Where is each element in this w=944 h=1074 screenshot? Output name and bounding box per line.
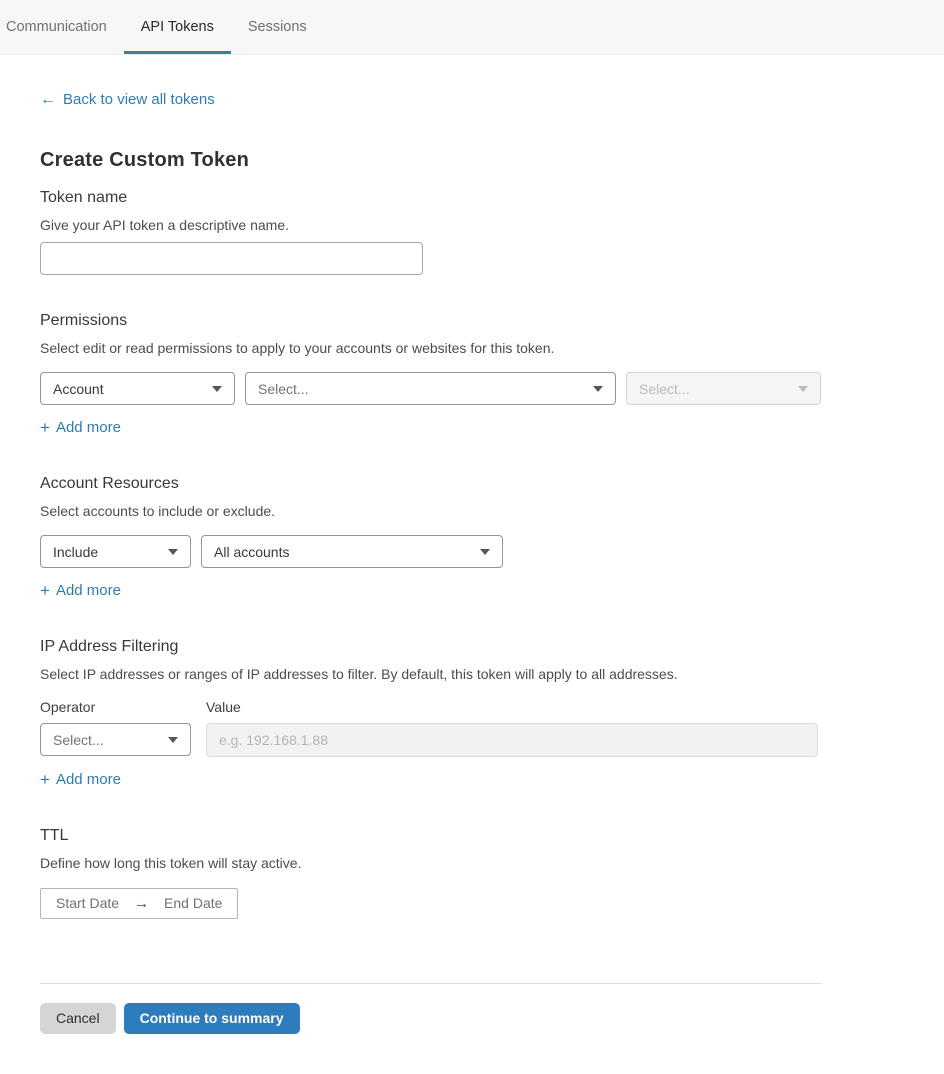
start-date-field[interactable]: Start Date xyxy=(56,895,120,912)
permission-group-select[interactable] xyxy=(245,372,616,405)
ip-filtering-row xyxy=(40,723,821,757)
continue-button[interactable]: Continue to summary xyxy=(124,1003,300,1034)
tab-communication[interactable] xyxy=(6,0,124,54)
account-resources-heading: Account Resources xyxy=(40,475,179,493)
ip-filtering-heading: IP Address Filtering xyxy=(40,638,179,656)
tab-label: Communication xyxy=(6,19,107,35)
permissions-row xyxy=(40,372,821,405)
ip-operator-select[interactable] xyxy=(40,723,191,756)
page-title: Create Custom Token xyxy=(40,148,250,171)
tab-label: API Tokens xyxy=(140,19,214,35)
select-placeholder: Select... xyxy=(53,731,104,748)
chevron-down-icon xyxy=(593,386,603,392)
ip-value-input[interactable] xyxy=(206,723,818,757)
back-link[interactable] xyxy=(40,91,215,108)
select-value: Account xyxy=(53,380,104,397)
main-content xyxy=(0,55,944,1074)
add-more-label: Add more xyxy=(55,771,121,789)
plus-icon: + xyxy=(40,418,50,438)
tab-bar xyxy=(0,0,944,55)
ttl-description: Define how long this token will stay active. xyxy=(40,855,302,872)
left-arrow-icon: ← xyxy=(40,90,56,108)
section-token-name xyxy=(40,189,821,276)
resource-mode-select[interactable] xyxy=(40,535,191,568)
select-value: Include xyxy=(53,543,99,560)
add-more-permissions-link[interactable] xyxy=(40,419,121,436)
ip-filtering-labels xyxy=(40,699,821,715)
chevron-down-icon xyxy=(212,386,222,392)
add-more-ip-filtering-link[interactable] xyxy=(40,771,121,788)
account-resources-description: Select accounts to include or exclude. xyxy=(40,503,276,520)
ttl-date-range-picker[interactable] xyxy=(40,888,238,919)
ip-filtering-description: Select IP addresses or ranges of IP addresses to filter. By default, this token will apply to all addresses. xyxy=(40,666,678,683)
token-name-input[interactable] xyxy=(40,242,423,275)
chevron-down-icon xyxy=(480,549,490,555)
plus-icon: + xyxy=(40,770,50,790)
section-account-resources xyxy=(40,475,821,601)
chevron-down-icon xyxy=(798,386,808,392)
section-ttl xyxy=(40,827,821,919)
select-placeholder: Select... xyxy=(639,380,690,397)
tab-api-tokens[interactable] xyxy=(124,0,231,54)
select-placeholder: Select... xyxy=(258,380,309,397)
token-name-heading: Token name xyxy=(40,188,128,206)
add-more-label: Add more xyxy=(55,582,121,600)
account-resources-row xyxy=(40,535,821,568)
right-arrow-icon: → xyxy=(134,894,150,912)
cancel-button[interactable]: Cancel xyxy=(40,1003,116,1034)
permission-scope-select[interactable] xyxy=(40,372,235,405)
permissions-heading: Permissions xyxy=(40,312,128,330)
tab-label: Sessions xyxy=(247,19,307,35)
footer-actions xyxy=(40,1003,821,1034)
permission-level-select[interactable] xyxy=(626,372,821,405)
tab-sessions[interactable] xyxy=(231,0,324,54)
permissions-description: Select edit or read permissions to apply to your accounts or websites for this token. xyxy=(40,340,555,357)
token-name-description: Give your API token a descriptive name. xyxy=(40,216,290,233)
back-link-label: Back to view all tokens xyxy=(63,91,215,108)
add-more-label: Add more xyxy=(55,419,121,437)
chevron-down-icon xyxy=(168,737,178,743)
operator-label: Operator xyxy=(40,699,96,716)
footer-divider xyxy=(40,983,821,984)
resource-accounts-select[interactable] xyxy=(201,535,503,568)
ttl-heading: TTL xyxy=(40,827,69,845)
plus-icon: + xyxy=(40,581,50,601)
section-ip-filtering xyxy=(40,638,821,790)
chevron-down-icon xyxy=(168,549,178,555)
value-label: Value xyxy=(206,699,241,716)
add-more-account-resources-link[interactable] xyxy=(40,582,121,599)
select-value: All accounts xyxy=(214,543,290,560)
section-permissions xyxy=(40,312,821,438)
end-date-field[interactable]: End Date xyxy=(164,895,223,912)
